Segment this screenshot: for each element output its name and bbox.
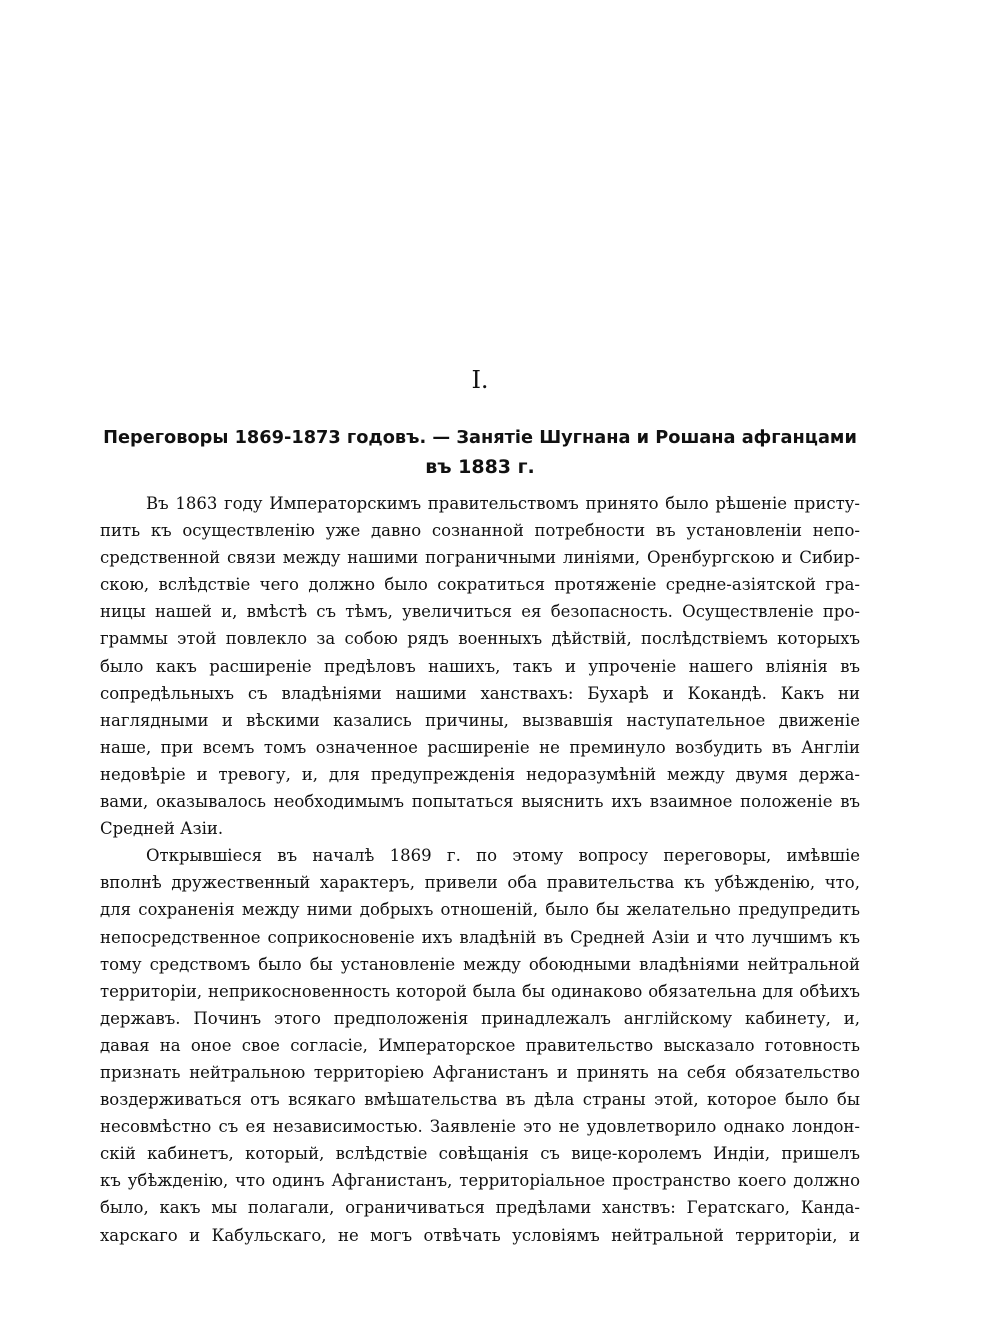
paragraph-line: было, какъ мы полагали, ограничиваться предѣлами ханствъ: Гератскаго, Канда- (100, 1198, 860, 1218)
body-text (100, 490, 860, 1249)
paragraph-line: Въ 1863 году Императорскимъ правительствомъ принято было рѣшеніе присту- (146, 494, 860, 513)
paragraph-line: вполнѣ дружественный характеръ, привели оба правительства къ убѣжденію, что, (100, 873, 860, 893)
paragraph-line: тому средствомъ было бы установленіе между обоюдными владѣніями нейтральной (100, 954, 860, 974)
paragraph-line: воздерживаться отъ всякаго вмѣшательства въ дѣла страны этой, которое было бы (100, 1090, 860, 1110)
paragraph-line: наше, при всемъ томъ означенное расширеніе не преминуло возбудить въ Англіи (100, 737, 860, 757)
paragraph-line: ницы нашей и, вмѣстѣ съ тѣмъ, увеличиться ея безопасность. Осуществленіе про- (100, 602, 860, 622)
paragraph-line: пить къ осуществленію уже давно сознанной потребности въ установленіи непо- (100, 521, 860, 541)
paragraph-line: для сохраненія между ними добрыхъ отношеній, было бы желательно предупредить (100, 900, 860, 920)
paragraph-line: недовѣріе и тревогу, и, для предупрежденія недоразумѣній между двумя держа- (100, 764, 860, 784)
paragraph-line: къ убѣжденію, что одинъ Афганистанъ, территоріальное пространство коего должно (100, 1171, 860, 1191)
paragraph-line: наглядными и вѣскими казались причины, вызвавшія наступательное движеніе (100, 710, 860, 730)
chapter-number: I. (471, 366, 489, 394)
paragraph-line: скій кабинетъ, который, вслѣдствіе совѣщанія съ вице-королемъ Индіи, пришелъ (100, 1144, 860, 1164)
paragraph-line: средственной связи между нашими пограничными линіями, Оренбургскою и Сибир- (100, 548, 860, 568)
paragraph-line: сопредѣльныхъ съ владѣніями нашими ханствахъ: Бухарѣ и Кокандѣ. Какъ ни (100, 683, 860, 703)
paragraph-line: давая на оное свое согласіе, Императорское правительство высказало готовность (100, 1035, 860, 1055)
chapter-heading-line: Переговоры 1869-1873 годовъ. — Занятіе Шугнана и Рошана афганцами (103, 428, 857, 448)
paragraph-line: харскаго и Кабульскаго, не могъ отвѣчать условіямъ нейтральной территоріи, и (100, 1225, 860, 1245)
paragraph-line: несовмѣстно съ ея независимостью. Заявленіе это не удовлетворило однако лондон- (100, 1117, 860, 1137)
paragraph-line: территоріи, неприкосновенность которой была бы одинаково обязательна для обѣихъ (100, 981, 860, 1001)
paragraph-line: было какъ расширеніе предѣловъ нашихъ, такъ и упроченіе нашего вліянія въ (100, 656, 860, 676)
paragraph-line: Открывшіеся въ началѣ 1869 г. по этому вопросу переговоры, имѣвшіе (146, 846, 860, 866)
chapter-heading-line: въ 1883 г. (425, 456, 535, 478)
paragraph-line: вами, оказывалось необходимымъ попытаться выяснить ихъ взаимное положеніе въ (100, 792, 860, 812)
paragraph-line: граммы этой повлекло за собою рядъ военныхъ дѣйствій, послѣдствіемъ которыхъ (100, 629, 860, 649)
paragraph-line: скою, вслѣдствіе чего должно было сократиться протяженіе средне-азіятской гра- (100, 575, 860, 595)
paragraph-line: признать нейтральною территоріею Афганистанъ и принять на себя обязательство (100, 1062, 860, 1082)
paragraph-line: непосредственное соприкосновеніе ихъ владѣній въ Средней Азіи и что лучшимъ къ (100, 927, 860, 947)
paragraph-line: державъ. Починъ этого предположенія принадлежалъ англійскому кабинету, и, (100, 1008, 860, 1028)
paragraph-line: Средней Азіи. (100, 819, 224, 839)
